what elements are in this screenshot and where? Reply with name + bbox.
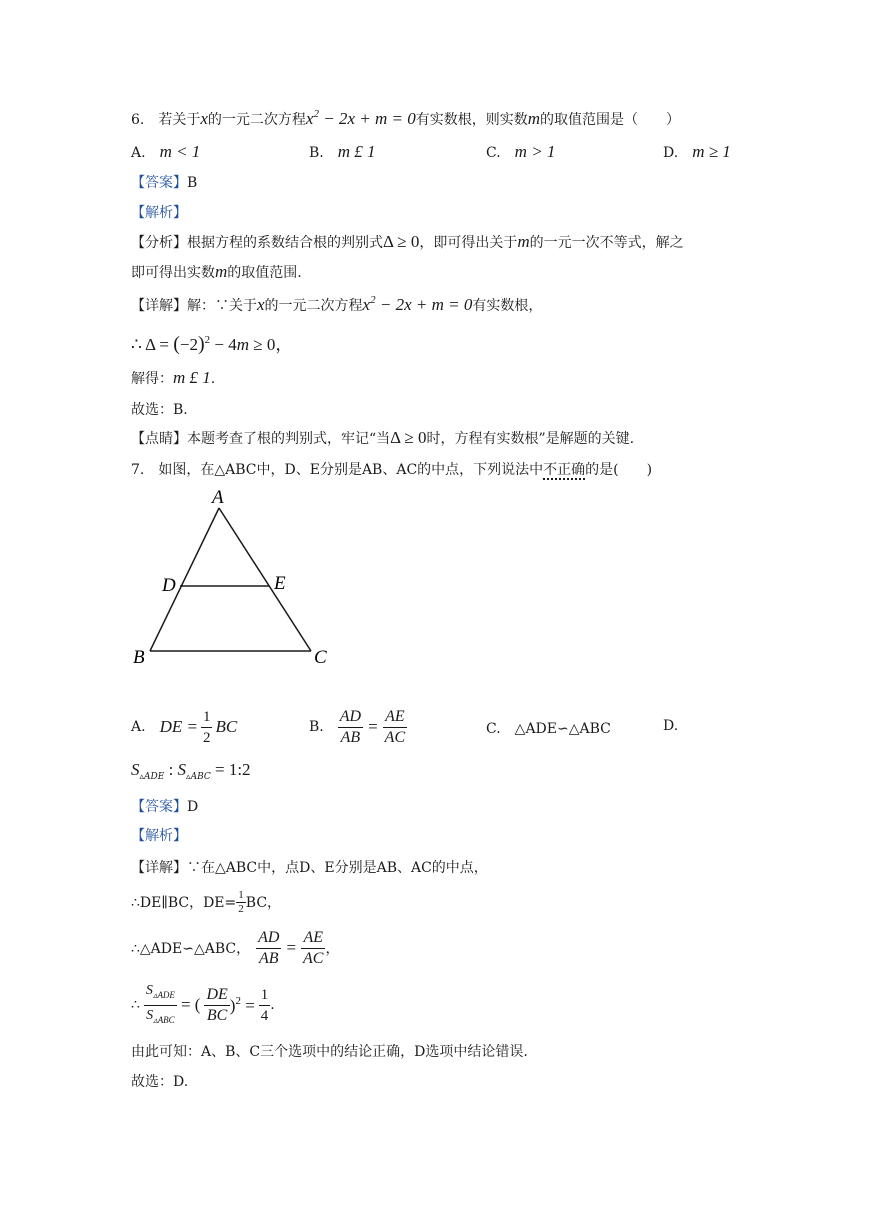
- q7-conclusion: 由此可知：A、B、C三个选项中的结论正确，D选项中结论错误.: [131, 1044, 528, 1060]
- label-a: A: [212, 487, 224, 508]
- q6-detail: 【详解】解：∵关于x的一元二次方程$x^2 - 2x + m = 0$有实数根，: [131, 294, 543, 314]
- label-b: B: [133, 647, 145, 668]
- q7-option-c: C. △ADE∽△ABC: [486, 721, 611, 737]
- label-c: C: [314, 647, 327, 668]
- q7-answer: 【答案】D: [131, 799, 199, 815]
- label-d: D: [162, 575, 176, 596]
- q6-option-c: C. m > 1: [486, 142, 556, 161]
- q6-discriminant: ∴ $\Delta = (-2)^2 - 4m \ge 0$，: [131, 333, 293, 355]
- q7-option-b: B. $\frac{AD}{AB}$ = $\frac{AE}{AC}$: [309, 707, 406, 746]
- q6-equation: $x^2 - 2x + m = 0$: [305, 108, 416, 128]
- q7-stem: 7. 如图，在△ABC中，D、E分别是AB、AC的中点，下列说法中不正确的是( ): [131, 462, 653, 478]
- q6-option-a: A. m < 1: [131, 142, 201, 161]
- side-ac: [219, 508, 311, 651]
- side-ab: [150, 508, 219, 651]
- q7-similar-line: ∴△ADE∽△ABC， $\frac{AD}{AB}$ = $\frac{AE}{AC}$ ，: [131, 928, 340, 967]
- q7-choose: 故选：D.: [131, 1074, 189, 1090]
- q7-parallel-line: ∴DE∥BC，DE= $\frac{1}{2}$ BC，: [131, 888, 282, 915]
- label-e: E: [274, 573, 286, 594]
- q6-analysis-tag: 【解析】: [131, 205, 187, 221]
- q6-option-b: B. m £ 1: [309, 142, 376, 161]
- q6-answer: 【答案】B: [131, 175, 198, 191]
- q6-dianjing: 【点睛】本题考查了根的判别式，牢记“当Δ ≥ 0时，方程有实数根”是解题的关键.: [131, 428, 635, 447]
- q6-option-d: D. m ≥ 1: [663, 142, 731, 161]
- q6-fenxi-line2: 即可得出实数m的取值范围.: [131, 262, 302, 281]
- q7-option-d-formula: $S_{▵ADE}$ : $S_{▵ABC}$ = 1:2: [131, 760, 251, 782]
- q7-area-ratio: ∴ $\frac{S_{▵ADE}}{S_{▵ABC}}$ = ( $\frac{DE}{BC}$ )$^2$ = $\frac{1}{4}$ .: [131, 982, 275, 1025]
- q6-fenxi: 【分析】根据方程的系数结合根的判别式Δ ≥ 0，即可得出关于m的一元一次不等式，解之: [131, 232, 684, 251]
- q7-detail: 【详解】∵在△ABC中，点D、E分别是AB、AC的中点，: [131, 860, 488, 876]
- q6-solve: 解得：m £ 1.: [131, 368, 216, 387]
- q7-option-d-label: D.: [663, 718, 679, 734]
- q7-analysis-tag: 【解析】: [131, 828, 187, 844]
- q6-stem: 6. 若关于x的一元二次方程$x^2 - 2x + m = 0$有实数根，则实数m的取值范围是（ ）: [131, 108, 681, 128]
- q6-choose: 故选：B.: [131, 402, 188, 418]
- q7-option-a: A. DE = $\frac{1}{2}$ BC: [131, 708, 238, 746]
- triangle-diagram: [128, 484, 338, 674]
